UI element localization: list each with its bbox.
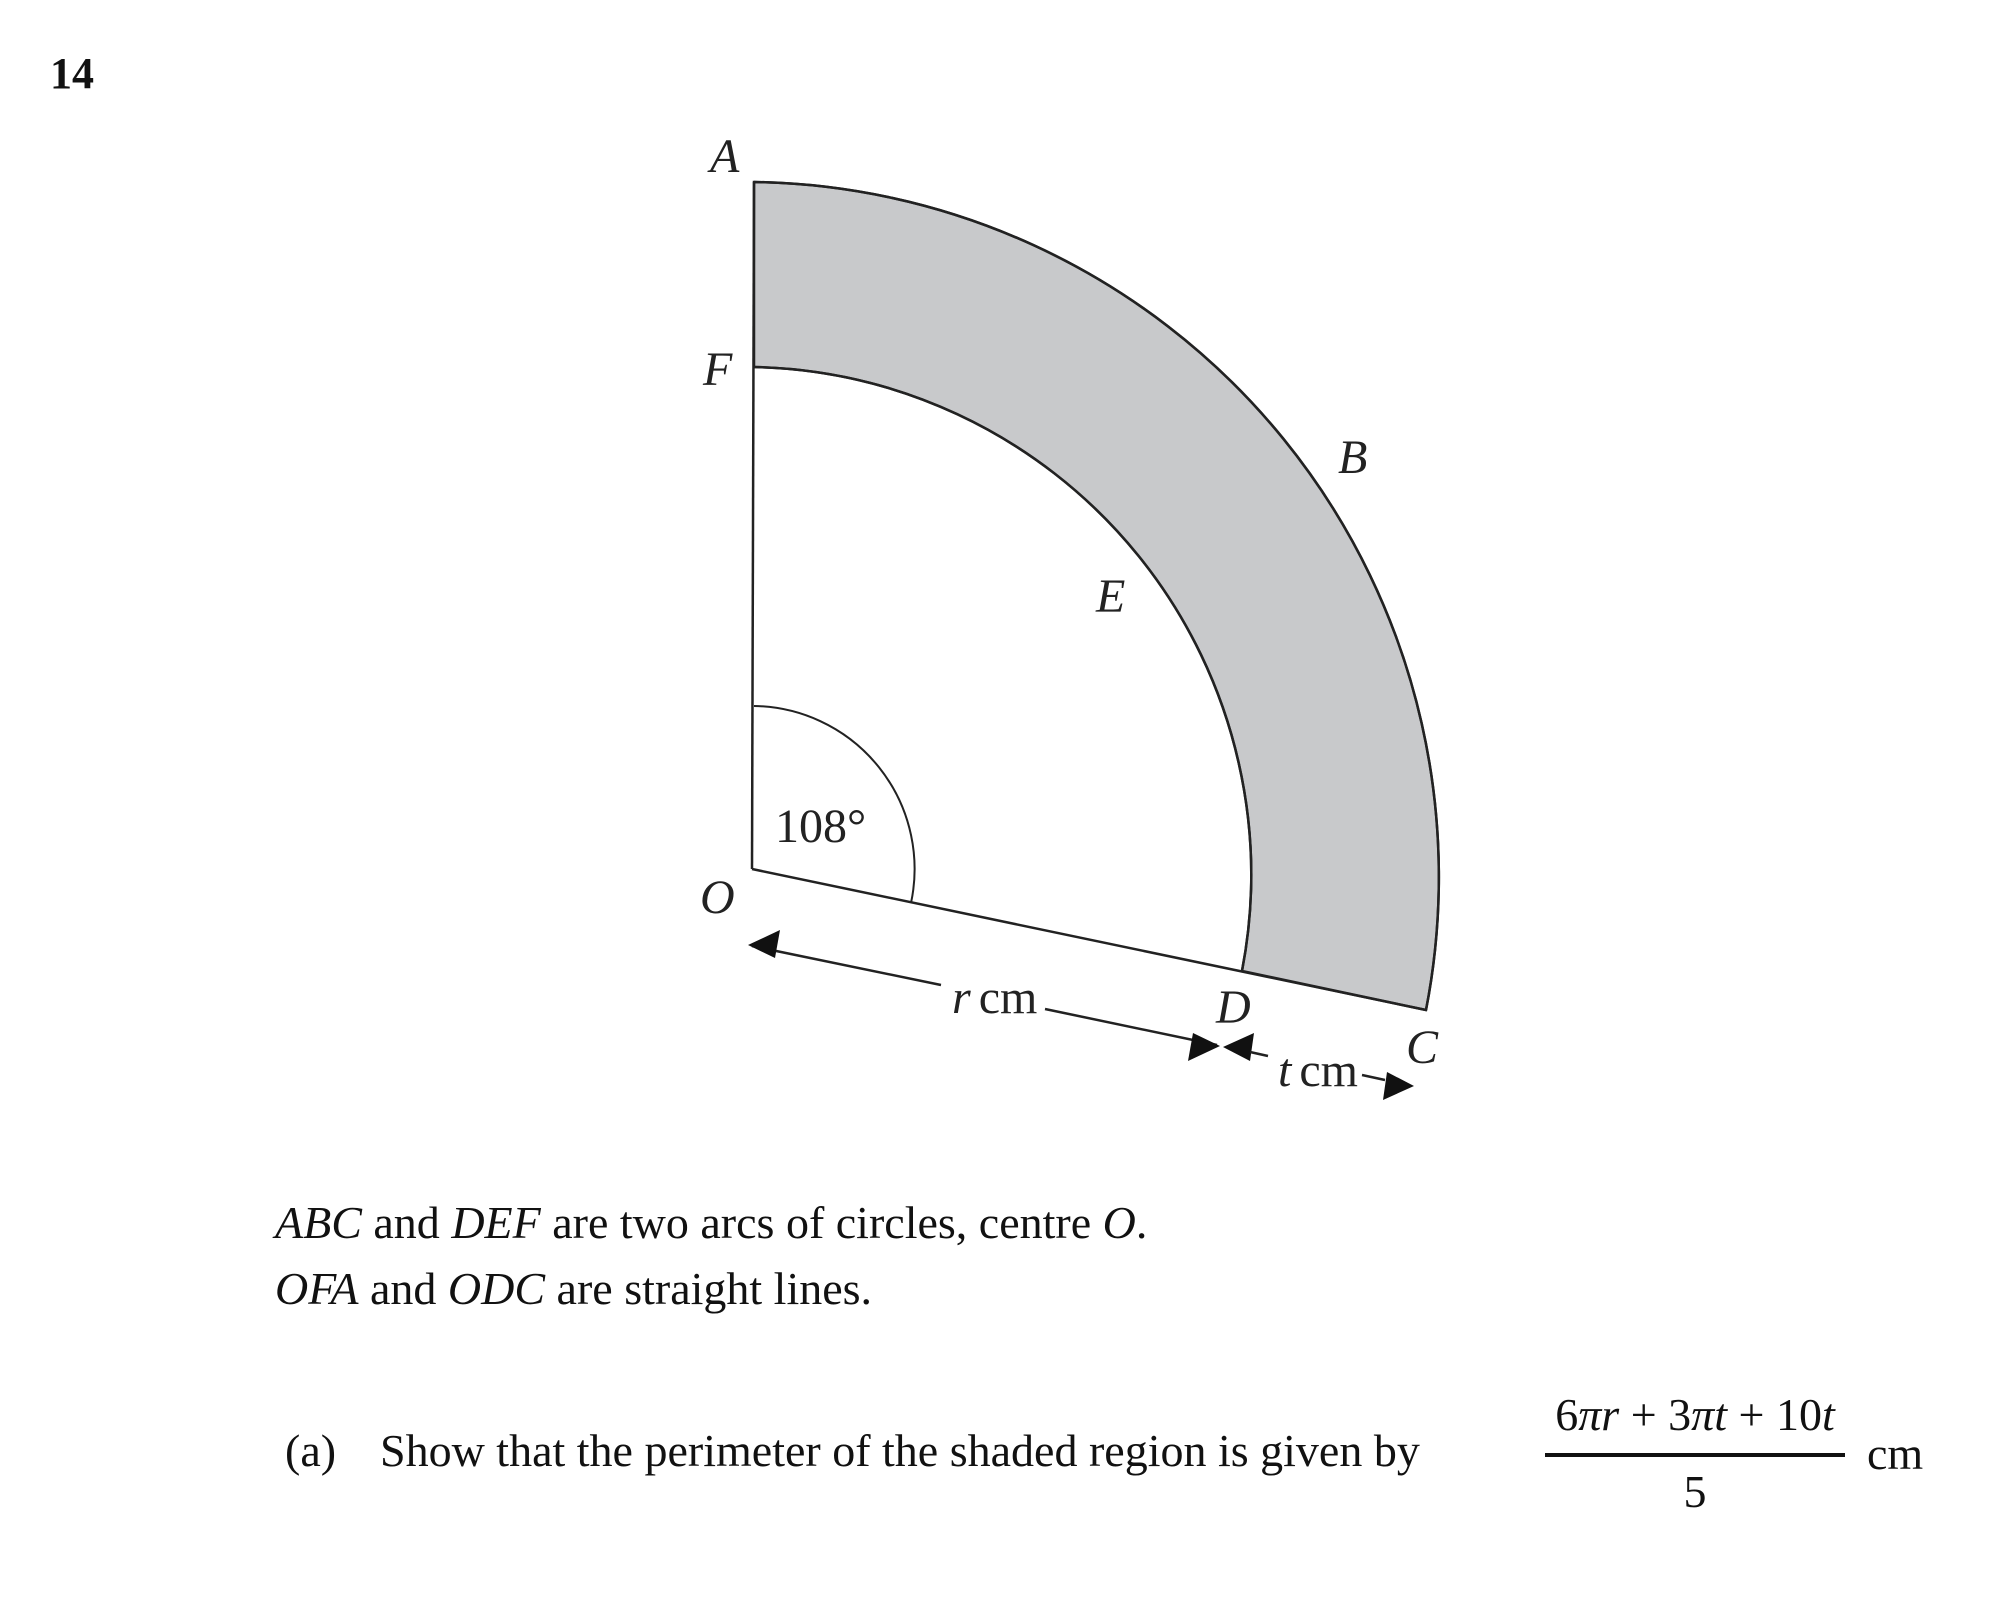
- r-arrowhead-left: [748, 930, 780, 958]
- label-a: A: [710, 130, 740, 183]
- part-a-label: (a): [285, 1425, 337, 1476]
- t-arrowhead-right: [1383, 1072, 1414, 1100]
- label-c: C: [1406, 1021, 1439, 1074]
- line-ofa: [752, 182, 754, 869]
- perimeter-unit: cm: [1867, 1428, 1924, 1479]
- r-dimension-line-right: [1045, 1009, 1217, 1045]
- t-unit: cm: [1299, 1044, 1358, 1097]
- fraction-numerator: 6πr + 3πt + 10t: [1555, 1389, 1835, 1440]
- label-e: E: [1096, 570, 1126, 623]
- description-line-2: OFA and ODC are straight lines.: [275, 1263, 873, 1314]
- t-dimension-line-right: [1362, 1075, 1385, 1080]
- fraction-bar: [1545, 1453, 1845, 1457]
- part-a-question: [285, 1424, 1420, 1477]
- label-b: B: [1338, 431, 1368, 484]
- r-variable: r: [952, 971, 971, 1024]
- r-dimension-label: [952, 971, 1037, 1024]
- fraction-denominator: 5: [1683, 1466, 1707, 1517]
- angle-label: 108°: [775, 800, 867, 853]
- question-number: 14: [50, 49, 94, 98]
- t-dimension-label: [1278, 1044, 1358, 1097]
- label-d: D: [1216, 981, 1251, 1034]
- question-description: [275, 1190, 1147, 1322]
- t-arrowhead-left: [1223, 1033, 1254, 1061]
- label-o: O: [700, 871, 735, 924]
- r-arrowhead-right: [1188, 1033, 1220, 1061]
- r-dimension-line-left: [752, 946, 941, 985]
- t-variable: t: [1278, 1044, 1292, 1097]
- t-dimension-line-left: [1250, 1052, 1268, 1056]
- label-f: F: [703, 343, 733, 396]
- description-line-1: ABC and DEF are two arcs of circles, centre O.: [275, 1197, 1148, 1248]
- part-a-text: Show that the perimeter of the shaded region is given by: [380, 1425, 1420, 1476]
- r-unit: cm: [978, 971, 1038, 1024]
- perimeter-fraction: [1545, 1385, 1845, 1517]
